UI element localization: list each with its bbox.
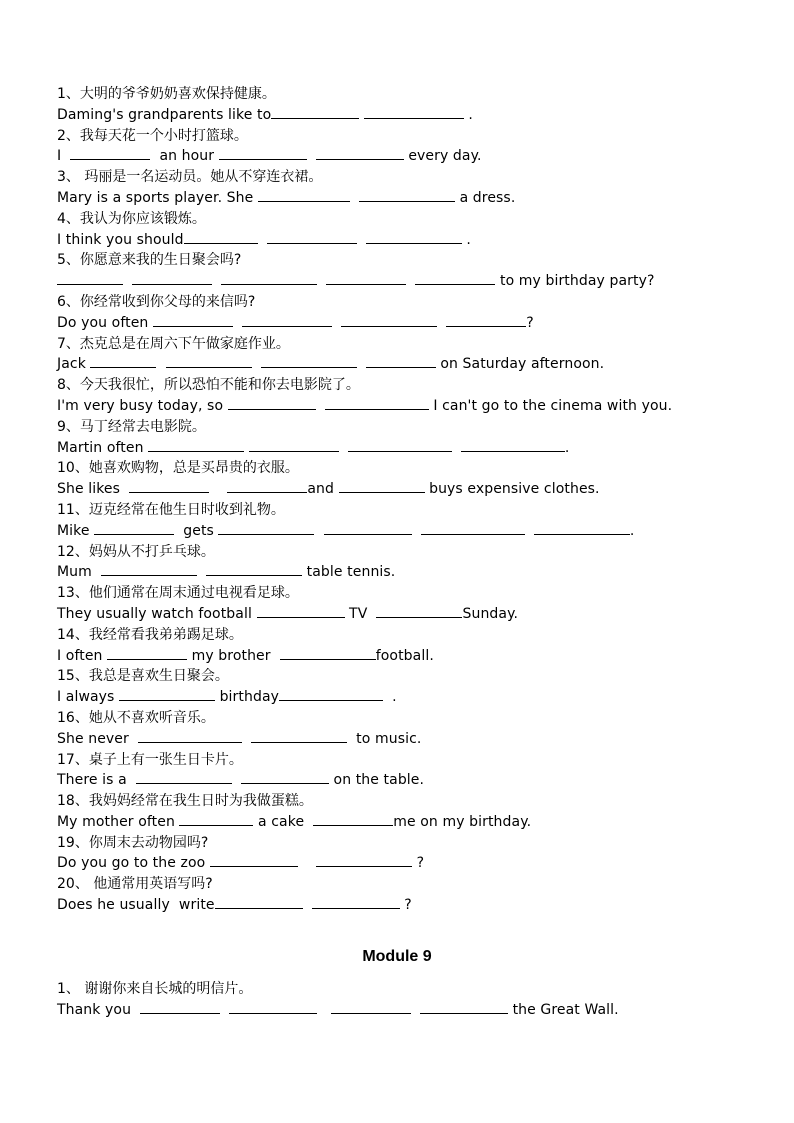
english-sentence — [57, 438, 757, 459]
sentence-text: I'm very busy today, so — [57, 397, 228, 414]
answer-blank[interactable] — [153, 314, 233, 327]
english-sentence — [57, 812, 757, 833]
module-heading: Module 9 — [362, 948, 432, 965]
english-sentence — [57, 105, 757, 126]
chinese-prompt: 14、我经常看我弟弟踢足球。 — [57, 626, 243, 643]
sentence-text — [197, 564, 206, 580]
answer-blank[interactable] — [184, 231, 258, 244]
sentence-text: a cake — [253, 813, 314, 830]
sentence-text — [220, 1002, 229, 1018]
answer-blank[interactable] — [119, 688, 215, 701]
answer-blank[interactable] — [324, 522, 412, 535]
answer-blank[interactable] — [242, 314, 332, 327]
answer-blank[interactable] — [420, 1001, 508, 1014]
chinese-prompt: 1、大明的爷爷奶奶喜欢保持健康。 — [57, 86, 276, 102]
answer-blank[interactable] — [249, 439, 339, 452]
chinese-prompt: 16、她从不喜欢听音乐。 — [57, 709, 215, 726]
english-sentence — [57, 146, 757, 167]
sentence-text: Martin often — [57, 439, 149, 456]
sentence-text: I think you should — [57, 231, 184, 248]
sentence-text: ? — [526, 314, 534, 331]
answer-blank[interactable] — [148, 439, 244, 452]
sentence-text: ? — [412, 855, 425, 872]
answer-blank[interactable] — [415, 272, 495, 285]
sentence-text — [411, 1002, 420, 1018]
answer-blank[interactable] — [446, 314, 526, 327]
answer-blank[interactable] — [227, 480, 307, 493]
english-sentence — [57, 521, 757, 542]
chinese-prompt: 17、桌子上有一张生日卡片。 — [57, 751, 243, 768]
chinese-prompt: 9、马丁经常去电影院。 — [57, 418, 206, 435]
sentence-text: on Saturday afternoon. — [435, 356, 605, 373]
answer-blank[interactable] — [326, 272, 406, 285]
sentence-text: Mary is a sports player. She — [57, 189, 258, 206]
sentence-text: She never — [57, 730, 138, 747]
sentence-text — [332, 315, 341, 331]
chinese-prompt: 6、你经常收到你父母的来信吗? — [57, 293, 256, 310]
answer-blank[interactable] — [461, 439, 565, 452]
sentence-text: and — [307, 481, 339, 498]
sentence-text: I — [57, 148, 71, 165]
answer-blank[interactable] — [366, 355, 436, 368]
answer-blank[interactable] — [251, 730, 347, 743]
sentence-text: Does he usually write — [57, 897, 215, 914]
chinese-prompt: 8、今天我很忙，所以恐怕不能和你去电影院了。 — [57, 377, 360, 394]
sentence-text: every day. — [403, 148, 482, 165]
sentence-text: football. — [375, 647, 434, 664]
chinese-prompt: 15、我总是喜欢生日聚会。 — [57, 668, 229, 685]
sentence-text: Mum — [57, 564, 101, 581]
english-sentence — [57, 729, 757, 750]
answer-blank[interactable] — [241, 771, 329, 784]
chinese-prompt: 20、 他通常用英语写吗? — [57, 876, 213, 893]
sentence-text — [233, 315, 242, 331]
answer-blank[interactable] — [339, 480, 425, 493]
english-sentence — [57, 1000, 757, 1021]
sentence-text: me on my birthday. — [393, 813, 532, 830]
answer-blank[interactable] — [316, 854, 412, 867]
answer-blank[interactable] — [138, 730, 242, 743]
answer-blank[interactable] — [257, 605, 345, 618]
sentence-text — [317, 273, 326, 289]
sentence-text: Do you go to the zoo — [57, 855, 210, 872]
english-sentence — [57, 853, 757, 874]
chinese-prompt: 5、你愿意来我的生日聚会吗? — [57, 252, 242, 269]
sentence-text: an hour — [150, 148, 219, 165]
sentence-text — [339, 440, 348, 456]
answer-blank[interactable] — [359, 189, 455, 202]
sentence-text — [314, 523, 323, 539]
sentence-text: to music. — [347, 730, 422, 747]
english-sentence — [57, 562, 757, 583]
sentence-text: table tennis. — [302, 564, 396, 581]
english-sentence — [57, 895, 757, 916]
chinese-prompt: 4、我认为你应该锻炼。 — [57, 210, 206, 227]
chinese-prompt: 3、 玛丽是一名运动员。她从不穿连衣裙。 — [57, 169, 323, 186]
answer-blank[interactable] — [166, 355, 252, 368]
sentence-text — [412, 523, 421, 539]
answer-blank[interactable] — [218, 522, 314, 535]
answer-blank[interactable] — [279, 688, 383, 701]
sentence-text — [357, 356, 366, 372]
chinese-prompt: 12、妈妈从不打乒乓球。 — [57, 543, 215, 560]
answer-blank[interactable] — [341, 314, 437, 327]
english-sentence — [57, 687, 757, 708]
sentence-text: She likes — [57, 481, 130, 498]
chinese-prompt: 11、迈克经常在他生日时收到礼物。 — [57, 501, 285, 518]
sentence-text: the Great Wall. — [508, 1001, 619, 1018]
chinese-prompt: 7、杰克总是在周六下午做家庭作业。 — [57, 335, 290, 352]
sentence-text: buys expensive clothes. — [424, 481, 600, 498]
chinese-prompt: 19、你周末去动物园吗? — [57, 834, 209, 851]
english-sentence — [57, 770, 757, 791]
sentence-text: TV — [344, 605, 377, 622]
sentence-text — [123, 273, 132, 289]
sentence-text: Mike — [57, 522, 95, 539]
answer-blank[interactable] — [534, 522, 630, 535]
sentence-text: I can't go to the cinema with you. — [428, 397, 673, 414]
sentence-text — [525, 523, 534, 539]
sentence-text: They usually watch football — [57, 605, 257, 622]
answer-blank[interactable] — [129, 480, 209, 493]
answer-blank[interactable] — [313, 813, 393, 826]
english-sentence — [57, 313, 757, 334]
sentence-text — [452, 440, 461, 456]
sentence-text: Jack — [57, 356, 91, 373]
exercise-list — [57, 84, 757, 916]
sentence-text: on the table. — [328, 772, 425, 789]
sentence-text: My mother often — [57, 813, 180, 830]
sentence-text — [212, 273, 221, 289]
sentence-text: a dress. — [455, 189, 516, 206]
answer-blank[interactable] — [132, 272, 212, 285]
sentence-text — [357, 232, 366, 248]
sentence-text: gets — [174, 522, 219, 539]
sentence-text — [350, 190, 359, 206]
answer-blank[interactable] — [219, 147, 307, 160]
sentence-text: my brother — [187, 647, 280, 664]
sentence-text: . — [461, 231, 471, 248]
english-sentence — [57, 271, 757, 292]
answer-blank[interactable] — [228, 397, 316, 410]
chinese-prompt: 2、我每天花一个小时打篮球。 — [57, 127, 248, 144]
sentence-text: Sunday. — [462, 605, 519, 622]
answer-blank[interactable] — [280, 647, 376, 660]
answer-blank[interactable] — [70, 147, 150, 160]
sentence-text — [242, 731, 251, 747]
sentence-text: There is a — [57, 772, 136, 789]
sentence-text: . — [564, 439, 570, 456]
answer-blank[interactable] — [215, 896, 303, 909]
answer-blank[interactable] — [271, 106, 359, 119]
english-sentence — [57, 188, 757, 209]
answer-blank[interactable] — [421, 522, 525, 535]
sentence-text: . — [463, 106, 473, 123]
sentence-text — [317, 1002, 331, 1018]
sentence-text: Do you often — [57, 314, 153, 331]
answer-blank[interactable] — [221, 272, 317, 285]
answer-blank[interactable] — [316, 147, 404, 160]
answer-blank[interactable] — [210, 854, 298, 867]
answer-blank[interactable] — [136, 771, 232, 784]
answer-blank[interactable] — [90, 355, 156, 368]
answer-blank[interactable] — [331, 1001, 411, 1014]
sentence-text: . — [383, 689, 397, 706]
sentence-text: I often — [57, 647, 108, 664]
english-sentence — [57, 230, 757, 251]
answer-blank[interactable] — [140, 1001, 220, 1014]
answer-blank[interactable] — [206, 563, 302, 576]
sentence-text — [316, 398, 325, 414]
english-sentence — [57, 479, 757, 500]
answer-blank[interactable] — [179, 813, 253, 826]
english-sentence — [57, 646, 757, 667]
english-sentence — [57, 396, 757, 417]
english-sentence — [57, 354, 757, 375]
sentence-text — [232, 772, 241, 788]
sentence-text: . — [629, 522, 635, 539]
sentence-text: Thank you — [57, 1001, 141, 1018]
module9-exercise-list — [57, 979, 757, 1021]
sentence-text — [437, 315, 446, 331]
sentence-text: Daming's grandparents like to — [57, 106, 272, 123]
sentence-text: to my birthday party? — [495, 273, 655, 290]
answer-blank[interactable] — [376, 605, 462, 618]
sentence-text — [298, 855, 316, 871]
answer-blank[interactable] — [261, 355, 357, 368]
sentence-text — [406, 273, 415, 289]
answer-blank[interactable] — [107, 647, 187, 660]
answer-blank[interactable] — [325, 397, 429, 410]
sentence-text — [252, 356, 261, 372]
chinese-prompt: 1、 谢谢你来自长城的明信片。 — [57, 981, 253, 997]
sentence-text — [209, 481, 227, 497]
chinese-prompt: 13、他们通常在周末通过电视看足球。 — [57, 585, 299, 602]
answer-blank[interactable] — [312, 896, 400, 909]
english-sentence — [57, 604, 757, 625]
answer-blank[interactable] — [348, 439, 452, 452]
sentence-text: ? — [399, 897, 412, 914]
sentence-text — [303, 897, 312, 913]
chinese-prompt: 18、我妈妈经常在我生日时为我做蛋糕。 — [57, 793, 313, 810]
answer-blank[interactable] — [366, 231, 462, 244]
sentence-text — [307, 148, 316, 164]
sentence-text — [156, 356, 165, 372]
sentence-text: birthday — [215, 689, 280, 706]
sentence-text: I always — [57, 689, 120, 706]
answer-blank[interactable] — [57, 272, 123, 285]
sentence-text — [258, 232, 267, 248]
chinese-prompt: 10、她喜欢购物，总是买昂贵的衣服。 — [57, 460, 299, 477]
answer-blank[interactable] — [267, 231, 357, 244]
answer-blank[interactable] — [101, 563, 197, 576]
answer-blank[interactable] — [94, 522, 174, 535]
answer-blank[interactable] — [229, 1001, 317, 1014]
answer-blank[interactable] — [258, 189, 350, 202]
answer-blank[interactable] — [364, 106, 464, 119]
